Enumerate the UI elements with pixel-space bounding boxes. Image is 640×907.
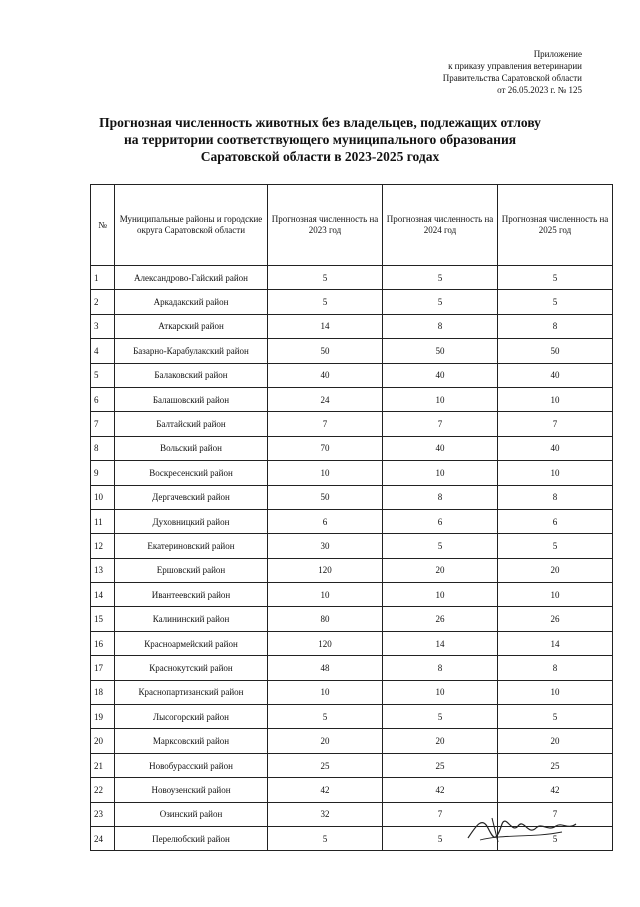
value-2023: 24 bbox=[268, 387, 383, 411]
table-row bbox=[91, 266, 613, 290]
value-2024: 7 bbox=[383, 412, 498, 436]
row-number: 19 bbox=[91, 705, 115, 729]
row-number: 8 bbox=[91, 436, 115, 460]
value-2024: 10 bbox=[383, 387, 498, 411]
value-2024: 6 bbox=[383, 509, 498, 533]
table-row bbox=[91, 509, 613, 533]
value-2024: 14 bbox=[383, 631, 498, 655]
row-number: 9 bbox=[91, 461, 115, 485]
table-row bbox=[91, 534, 613, 558]
appendix-note-line: от 26.05.2023 г. № 125 bbox=[497, 85, 582, 95]
value-2025: 7 bbox=[498, 802, 613, 826]
table-row bbox=[91, 558, 613, 582]
row-number: 3 bbox=[91, 314, 115, 338]
table-row bbox=[91, 729, 613, 753]
value-2025: 8 bbox=[498, 485, 613, 509]
district-name: Воскресенский район bbox=[115, 461, 268, 485]
value-2023: 80 bbox=[268, 607, 383, 631]
value-2024: 5 bbox=[383, 826, 498, 850]
table-row bbox=[91, 631, 613, 655]
value-2023: 50 bbox=[268, 339, 383, 363]
value-2024: 42 bbox=[383, 778, 498, 802]
document-title bbox=[70, 114, 570, 165]
forecast-table bbox=[90, 184, 613, 851]
row-number: 14 bbox=[91, 583, 115, 607]
value-2024: 5 bbox=[383, 534, 498, 558]
value-2023: 40 bbox=[268, 363, 383, 387]
table-row bbox=[91, 290, 613, 314]
table-row bbox=[91, 387, 613, 411]
header-number: № bbox=[91, 185, 115, 266]
value-2025: 6 bbox=[498, 509, 613, 533]
table-row bbox=[91, 583, 613, 607]
value-2023: 120 bbox=[268, 558, 383, 582]
value-2023: 10 bbox=[268, 583, 383, 607]
value-2023: 14 bbox=[268, 314, 383, 338]
row-number: 6 bbox=[91, 387, 115, 411]
row-number: 4 bbox=[91, 339, 115, 363]
table-row bbox=[91, 656, 613, 680]
value-2023: 5 bbox=[268, 826, 383, 850]
document-title-line: на территории соответствующего муниципального образования bbox=[123, 132, 517, 147]
row-number: 23 bbox=[91, 802, 115, 826]
table-row bbox=[91, 461, 613, 485]
district-name: Ивантеевский район bbox=[115, 583, 268, 607]
row-number: 15 bbox=[91, 607, 115, 631]
value-2024: 5 bbox=[383, 290, 498, 314]
value-2024: 8 bbox=[383, 656, 498, 680]
row-number: 12 bbox=[91, 534, 115, 558]
row-number: 20 bbox=[91, 729, 115, 753]
district-name: Озинский район bbox=[115, 802, 268, 826]
header-district: Муниципальные районы и городские округа Саратовской области bbox=[115, 185, 268, 266]
row-number: 2 bbox=[91, 290, 115, 314]
district-name: Екатериновский район bbox=[115, 534, 268, 558]
value-2025: 20 bbox=[498, 729, 613, 753]
appendix-note-line: Приложение bbox=[533, 49, 582, 59]
table-row bbox=[91, 314, 613, 338]
appendix-note-line: к приказу управления ветеринарии bbox=[448, 61, 582, 71]
district-name: Дергачевский район bbox=[115, 485, 268, 509]
district-name: Краснопартизанский район bbox=[115, 680, 268, 704]
value-2024: 20 bbox=[383, 558, 498, 582]
value-2023: 7 bbox=[268, 412, 383, 436]
row-number: 21 bbox=[91, 753, 115, 777]
header-2025: Прогнозная численность на 2025 год bbox=[498, 185, 613, 266]
district-name: Балашовский район bbox=[115, 387, 268, 411]
row-number: 11 bbox=[91, 509, 115, 533]
row-number: 16 bbox=[91, 631, 115, 655]
table-row bbox=[91, 607, 613, 631]
table-row bbox=[91, 363, 613, 387]
table-row bbox=[91, 705, 613, 729]
district-name: Балтайский район bbox=[115, 412, 268, 436]
value-2024: 26 bbox=[383, 607, 498, 631]
signature bbox=[462, 808, 582, 848]
district-name: Краснокутский район bbox=[115, 656, 268, 680]
value-2024: 10 bbox=[383, 461, 498, 485]
value-2024: 5 bbox=[383, 705, 498, 729]
value-2023: 120 bbox=[268, 631, 383, 655]
district-name: Ершовский район bbox=[115, 558, 268, 582]
district-name: Перелюбский район bbox=[115, 826, 268, 850]
value-2024: 7 bbox=[383, 802, 498, 826]
table-row bbox=[91, 753, 613, 777]
value-2024: 8 bbox=[383, 314, 498, 338]
value-2023: 30 bbox=[268, 534, 383, 558]
row-number: 13 bbox=[91, 558, 115, 582]
value-2025: 5 bbox=[498, 290, 613, 314]
district-name: Лысогорский район bbox=[115, 705, 268, 729]
value-2023: 32 bbox=[268, 802, 383, 826]
value-2023: 50 bbox=[268, 485, 383, 509]
value-2025: 5 bbox=[498, 534, 613, 558]
table-row bbox=[91, 339, 613, 363]
value-2024: 10 bbox=[383, 583, 498, 607]
district-name: Александрово-Гайский район bbox=[115, 266, 268, 290]
district-name: Калининский район bbox=[115, 607, 268, 631]
value-2025: 42 bbox=[498, 778, 613, 802]
value-2024: 25 bbox=[383, 753, 498, 777]
value-2023: 10 bbox=[268, 680, 383, 704]
value-2025: 40 bbox=[498, 436, 613, 460]
district-name: Новобурасский район bbox=[115, 753, 268, 777]
value-2024: 8 bbox=[383, 485, 498, 509]
document-title-line: Прогнозная численность животных без владельцев, подлежащих отлову bbox=[99, 115, 541, 130]
value-2023: 25 bbox=[268, 753, 383, 777]
value-2024: 40 bbox=[383, 363, 498, 387]
value-2025: 10 bbox=[498, 583, 613, 607]
value-2025: 26 bbox=[498, 607, 613, 631]
row-number: 1 bbox=[91, 266, 115, 290]
value-2023: 42 bbox=[268, 778, 383, 802]
table-row bbox=[91, 778, 613, 802]
value-2023: 6 bbox=[268, 509, 383, 533]
row-number: 10 bbox=[91, 485, 115, 509]
row-number: 17 bbox=[91, 656, 115, 680]
district-name: Базарно-Карабулакский район bbox=[115, 339, 268, 363]
value-2025: 40 bbox=[498, 363, 613, 387]
appendix-note-line: Правительства Саратовской области bbox=[442, 73, 582, 83]
value-2023: 5 bbox=[268, 705, 383, 729]
document-title-line: Саратовской области в 2023-2025 годах bbox=[200, 149, 440, 164]
district-name: Новоузенский район bbox=[115, 778, 268, 802]
value-2025: 10 bbox=[498, 387, 613, 411]
value-2025: 25 bbox=[498, 753, 613, 777]
value-2023: 10 bbox=[268, 461, 383, 485]
value-2023: 5 bbox=[268, 266, 383, 290]
value-2025: 14 bbox=[498, 631, 613, 655]
row-number: 5 bbox=[91, 363, 115, 387]
row-number: 18 bbox=[91, 680, 115, 704]
row-number: 22 bbox=[91, 778, 115, 802]
value-2025: 7 bbox=[498, 412, 613, 436]
value-2023: 20 bbox=[268, 729, 383, 753]
district-name: Марксовский район bbox=[115, 729, 268, 753]
value-2023: 5 bbox=[268, 290, 383, 314]
district-name: Духовницкий район bbox=[115, 509, 268, 533]
value-2024: 10 bbox=[383, 680, 498, 704]
value-2025: 8 bbox=[498, 314, 613, 338]
district-name: Аркадакский район bbox=[115, 290, 268, 314]
value-2024: 50 bbox=[383, 339, 498, 363]
table-row bbox=[91, 412, 613, 436]
value-2023: 70 bbox=[268, 436, 383, 460]
value-2024: 5 bbox=[383, 266, 498, 290]
value-2024: 40 bbox=[383, 436, 498, 460]
value-2024: 20 bbox=[383, 729, 498, 753]
district-name: Балаковский район bbox=[115, 363, 268, 387]
value-2023: 48 bbox=[268, 656, 383, 680]
header-2024: Прогнозная численность на 2024 год bbox=[383, 185, 498, 266]
row-number: 7 bbox=[91, 412, 115, 436]
header-2023: Прогнозная численность на 2023 год bbox=[268, 185, 383, 266]
district-name: Красноармейский район bbox=[115, 631, 268, 655]
table-row bbox=[91, 485, 613, 509]
appendix-note bbox=[322, 48, 582, 96]
value-2025: 5 bbox=[498, 266, 613, 290]
value-2025: 5 bbox=[498, 705, 613, 729]
value-2025: 10 bbox=[498, 680, 613, 704]
value-2025: 20 bbox=[498, 558, 613, 582]
value-2025: 50 bbox=[498, 339, 613, 363]
value-2025: 8 bbox=[498, 656, 613, 680]
district-name: Аткарский район bbox=[115, 314, 268, 338]
row-number: 24 bbox=[91, 826, 115, 850]
table-row bbox=[91, 680, 613, 704]
value-2025: 10 bbox=[498, 461, 613, 485]
table-row bbox=[91, 436, 613, 460]
table-header-row bbox=[91, 185, 613, 266]
value-2025: 5 bbox=[498, 826, 613, 850]
district-name: Вольский район bbox=[115, 436, 268, 460]
